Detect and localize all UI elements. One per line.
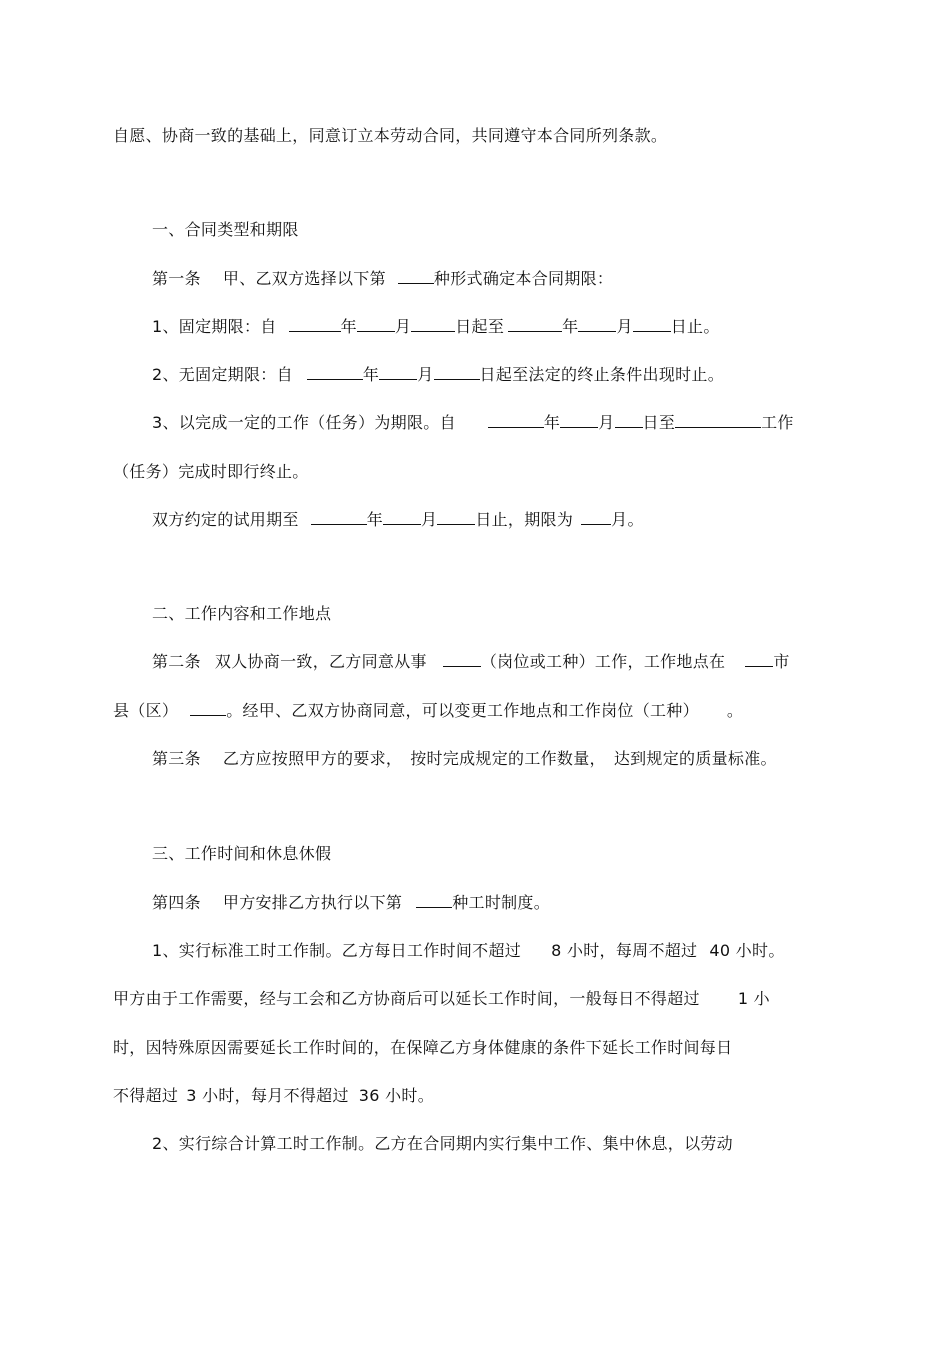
year-label: 年 bbox=[543, 413, 561, 432]
standard-hours-text: 1、实行标准工时工作制。乙方每日工作时间不超过 bbox=[152, 941, 522, 960]
article-2-label: 第二条 bbox=[152, 652, 201, 671]
day-label: 日至 bbox=[642, 413, 676, 432]
blank-field bbox=[411, 316, 455, 332]
blank-field bbox=[488, 412, 544, 428]
standard-hours-text-2: 8 小时，每周不超过 bbox=[551, 941, 698, 960]
month-label: 月 bbox=[421, 510, 438, 529]
overtime-text-2: 1 小 bbox=[737, 989, 770, 1008]
article-2-text-2: （岗位或工种）工作，工作地点在 bbox=[480, 652, 726, 671]
blank-field bbox=[508, 316, 562, 332]
county-label: 县（区） bbox=[113, 701, 179, 720]
limit-text: 不得超过 bbox=[113, 1086, 179, 1105]
option-2-label: 2、无固定期限：自 bbox=[152, 365, 293, 384]
blank-field bbox=[615, 412, 643, 428]
standard-hours-line-4 bbox=[113, 1085, 434, 1107]
standard-hours-line-3: 时，因特殊原因需要延长工作时间的，在保障乙方身体健康的条件下延长工作时间每日 bbox=[113, 1038, 733, 1057]
day-label: 日止。 bbox=[670, 317, 720, 336]
year-label: 年 bbox=[366, 510, 384, 529]
blank-field bbox=[560, 412, 598, 428]
probation-period bbox=[152, 509, 644, 531]
day-label: 日起至 bbox=[455, 317, 505, 336]
standard-hours-line-2 bbox=[113, 988, 770, 1010]
article-1-label: 第一条 bbox=[152, 269, 201, 288]
article-2-text-4: 。经甲、乙双方协商同意，可以变更工作地点和工作岗位（工种） bbox=[226, 701, 699, 720]
blank-field bbox=[357, 316, 395, 332]
probation-text: 日止，期限为 bbox=[475, 510, 574, 529]
blank-field bbox=[379, 364, 417, 380]
overtime-text: 甲方由于工作需要，经与工会和乙方协商后可以延长工作时间，一般每日不得超过 bbox=[113, 989, 700, 1008]
blank-field bbox=[311, 509, 367, 525]
blank-field bbox=[398, 268, 434, 284]
probation-label: 双方约定的试用期至 bbox=[152, 510, 299, 529]
article-4-text: 甲方安排乙方执行以下第 bbox=[222, 893, 403, 912]
month-label: 月 bbox=[598, 413, 615, 432]
article-1 bbox=[152, 268, 613, 290]
article-4-label: 第四条 bbox=[152, 893, 201, 912]
comprehensive-hours-line: 2、实行综合计算工时工作制。乙方在合同期内实行集中工作、集中休息，以劳动 bbox=[152, 1134, 733, 1153]
option-3-continuation: （任务）完成时即行终止。 bbox=[113, 462, 309, 481]
option-2-text: 日起至法定的终止条件出现时止。 bbox=[479, 365, 725, 384]
blank-field bbox=[190, 700, 226, 716]
option-2-open-term bbox=[152, 364, 724, 386]
limit-text-3: 36 小时。 bbox=[358, 1086, 435, 1105]
option-3-task-term bbox=[152, 412, 794, 434]
period-mark: 。 bbox=[726, 701, 744, 720]
blank-field bbox=[383, 509, 421, 525]
article-1-text-2: 种形式确定本合同期限： bbox=[433, 269, 614, 288]
article-3-label: 第三条 bbox=[152, 749, 201, 768]
article-3-text: 乙方应按照甲方的要求， bbox=[222, 749, 403, 768]
standard-hours-line-1 bbox=[152, 940, 785, 962]
article-2-continuation bbox=[113, 700, 743, 722]
standard-hours-text-3: 40 小时。 bbox=[709, 941, 785, 960]
article-3-text-3: 达到规定的质量标准。 bbox=[613, 749, 777, 768]
month-label: 月 bbox=[394, 317, 412, 336]
article-2-text: 双人协商一致，乙方同意从事 bbox=[214, 652, 427, 671]
article-4-text-2: 种工时制度。 bbox=[452, 893, 551, 912]
blank-field bbox=[437, 509, 475, 525]
option-1-label: 1、固定期限：自 bbox=[152, 317, 277, 336]
section-3-heading: 三、工作时间和休息休假 bbox=[152, 844, 332, 863]
article-4 bbox=[152, 892, 550, 914]
article-2 bbox=[152, 651, 790, 673]
blank-field bbox=[745, 651, 773, 667]
year-label: 年 bbox=[562, 317, 579, 336]
blank-field bbox=[416, 892, 452, 908]
section-1-heading: 一、合同类型和期限 bbox=[152, 220, 299, 239]
blank-field bbox=[443, 651, 481, 667]
limit-text-2: 3 小时，每月不得超过 bbox=[186, 1086, 349, 1105]
month-label: 月 bbox=[616, 317, 633, 336]
article-1-text: 甲、乙双方选择以下第 bbox=[222, 269, 386, 288]
article-3-text-2: 按时完成规定的工作数量， bbox=[410, 749, 606, 768]
year-label: 年 bbox=[340, 317, 357, 336]
option-3-text: 工作 bbox=[761, 413, 794, 432]
month-label: 月。 bbox=[611, 510, 644, 529]
year-label: 年 bbox=[362, 365, 380, 384]
article-3 bbox=[152, 748, 777, 770]
blank-field bbox=[633, 316, 671, 332]
blank-field bbox=[675, 412, 761, 428]
option-1-fixed-term bbox=[152, 316, 720, 338]
blank-field bbox=[581, 509, 611, 525]
option-3-label: 3、以完成一定的工作（任务）为期限。自 bbox=[152, 413, 456, 432]
month-label: 月 bbox=[417, 365, 434, 384]
article-2-text-3: 市 bbox=[773, 652, 790, 671]
blank-field bbox=[578, 316, 616, 332]
blank-field bbox=[307, 364, 363, 380]
intro-paragraph: 自愿、协商一致的基础上，同意订立本劳动合同，共同遵守本合同所列条款。 bbox=[113, 126, 668, 145]
blank-field bbox=[289, 316, 341, 332]
section-2-heading: 二、工作内容和工作地点 bbox=[152, 604, 332, 623]
blank-field bbox=[434, 364, 480, 380]
